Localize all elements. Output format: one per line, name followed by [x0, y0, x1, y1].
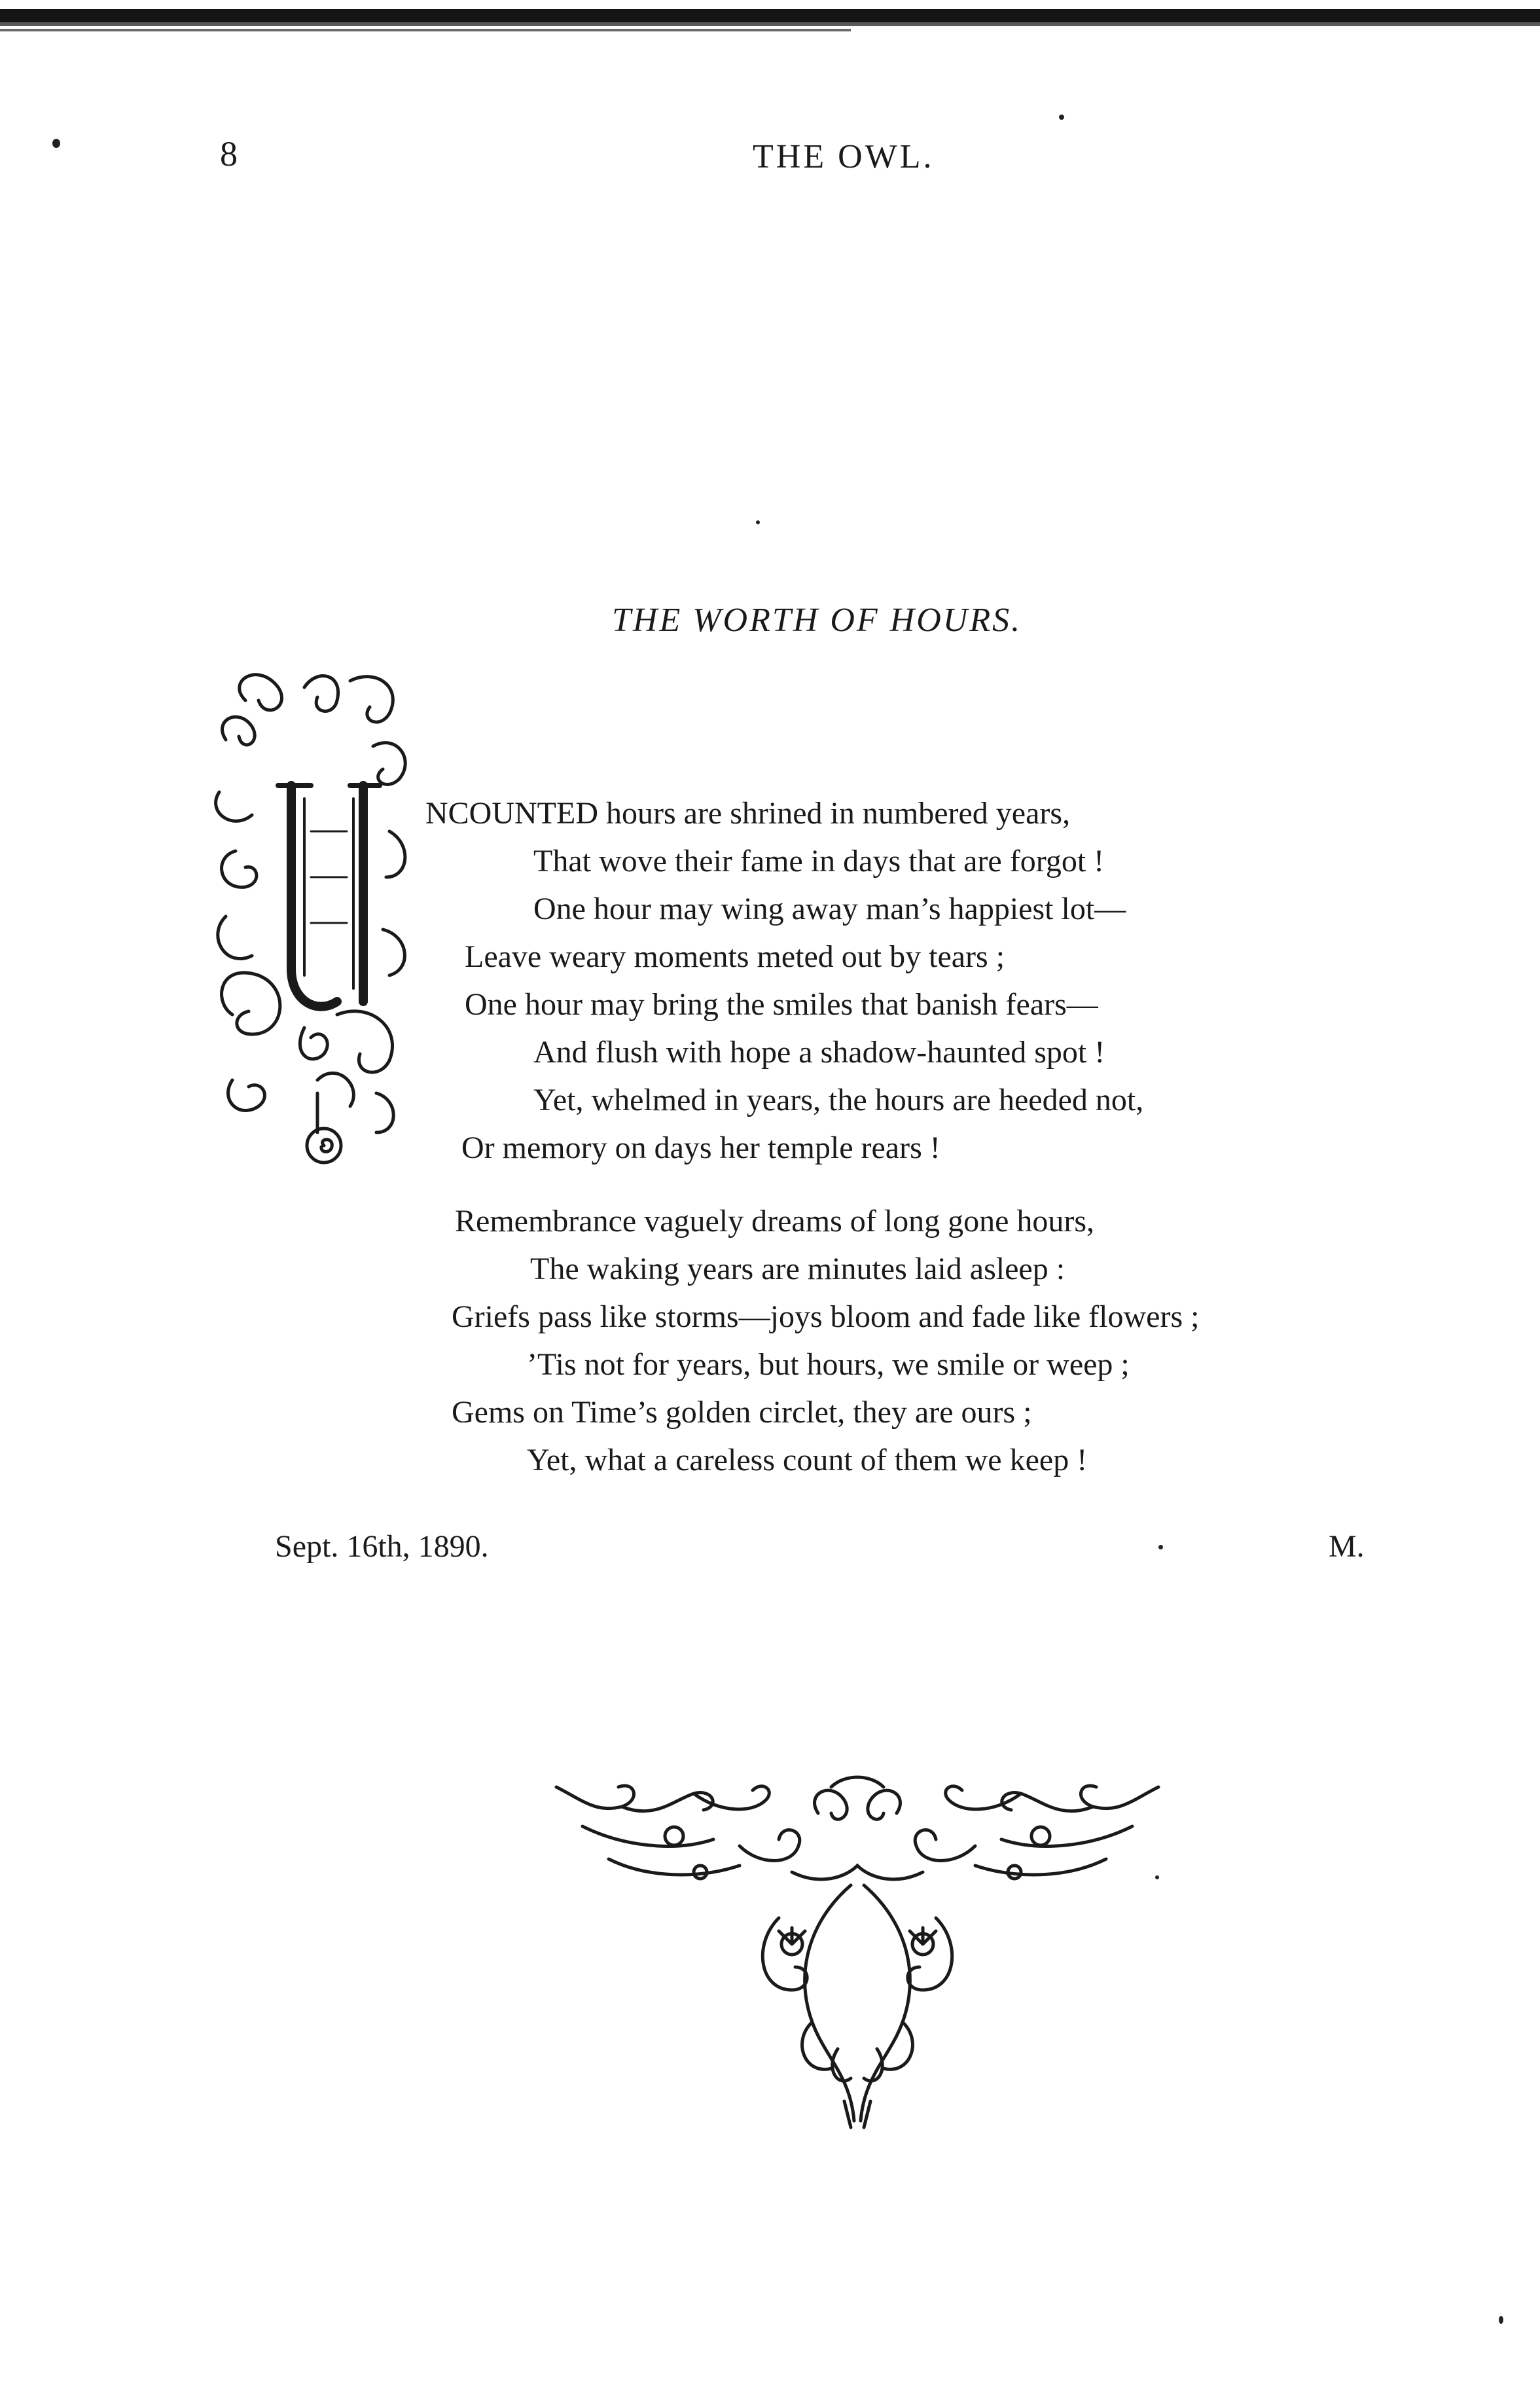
scan-speck: [1155, 1875, 1159, 1879]
poem-line: NCOUNTED hours are shrined in numbered years,: [425, 796, 1071, 831]
poem-line: And flush with hope a shadow-haunted spot !: [533, 1035, 1105, 1070]
poem-line: Yet, whelmed in years, the hours are heeded not,: [533, 1083, 1144, 1117]
author-signature: M.: [1329, 1529, 1365, 1564]
poem-line: Yet, what a careless count of them we keep !: [527, 1443, 1088, 1477]
floral-tailpiece-icon: [543, 1774, 1172, 2141]
ornate-initial-u-icon: [206, 661, 422, 1172]
poem-line: Or memory on days her temple rears !: [461, 1130, 940, 1165]
scan-speck: [1499, 2316, 1503, 2324]
scan-speck: [52, 139, 60, 148]
poem-line: Gems on Time’s golden circlet, they are ours ;: [452, 1395, 1032, 1430]
poem-line: Remembrance vaguely dreams of long gone hours,: [455, 1204, 1095, 1238]
scan-speck: [756, 520, 760, 524]
poem-line: That wove their fame in days that are forgot !: [533, 844, 1105, 878]
dateline: Sept. 16th, 1890.: [275, 1529, 489, 1564]
poem-line: Leave weary moments meted out by tears ;: [465, 939, 1005, 974]
page-number: 8: [220, 134, 238, 173]
top-border-rule: [0, 9, 1540, 26]
poem-line: The waking years are minutes laid asleep :: [530, 1252, 1065, 1286]
top-border-rule-thin: [0, 29, 851, 31]
running-head: THE OWL.: [753, 138, 935, 175]
scan-speck: [1158, 1545, 1163, 1549]
poem-line: Griefs pass like storms—joys bloom and fade like flowers ;: [452, 1299, 1200, 1334]
poem-line: One hour may wing away man’s happiest lot—: [533, 892, 1126, 926]
poem-line: One hour may bring the smiles that banish fears—: [465, 987, 1098, 1022]
scan-speck: [1059, 115, 1064, 120]
poem-title: THE WORTH OF HOURS.: [612, 602, 1022, 639]
poem-line: ’Tis not for years, but hours, we smile or weep ;: [527, 1347, 1130, 1382]
